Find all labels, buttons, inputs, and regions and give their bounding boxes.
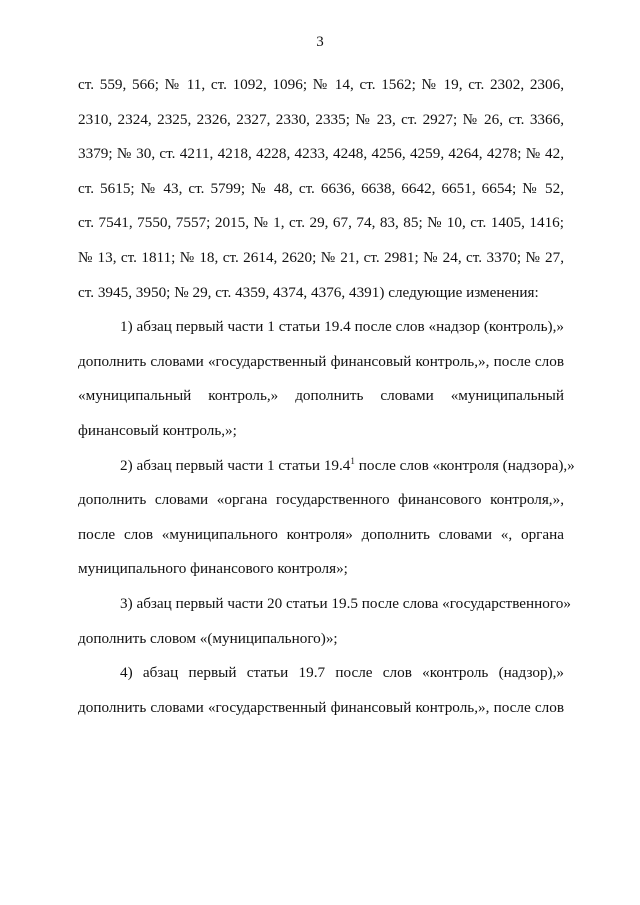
text-line: финансовый контроль,»; (78, 421, 237, 439)
amendment-item-4 (78, 656, 564, 725)
text-fragment: после слов «контроля (надзора),» (354, 456, 575, 474)
text-line: после слов «муниципального контроля» дополнить словами «, органа (78, 525, 564, 543)
text-line: дополнить словами «органа государственного финансового контроля,», (78, 491, 564, 509)
page-number: 3 (316, 34, 324, 50)
intro-paragraph (78, 68, 564, 310)
text-line: № 13, ст. 1811; № 18, ст. 2614, 2620; № 21, ст. 2981; № 24, ст. 3370; № 27, (78, 248, 564, 266)
amendment-item-2 (78, 449, 575, 587)
text-line: ст. 3945, 3950; № 29, ст. 4359, 4374, 4376, 4391) следующие изменения: (78, 283, 539, 301)
document-body (78, 68, 575, 725)
text-line: дополнить словами «государственный финансовый контроль,», после слов (78, 352, 564, 370)
article-superscript: 1 (350, 455, 355, 466)
text-line: 2310, 2324, 2325, 2326, 2327, 2330, 2335; № 23, ст. 2927; № 26, ст. 3366, (78, 110, 564, 128)
text-fragment: 2) абзац первый части 1 статьи 19.4 (120, 456, 351, 474)
text-line: 4) абзац первый статьи 19.7 после слов «контроль (надзор),» (120, 664, 564, 682)
text-line: ст. 7541, 7550, 7557; 2015, № 1, ст. 29, 67, 74, 83, 85; № 10, ст. 1405, 1416; (78, 214, 564, 232)
text-line: 1) абзац первый части 1 статьи 19.4 после слов «надзор (контроль),» (120, 318, 564, 336)
amendment-item-1 (78, 310, 564, 448)
text-line: 3379; № 30, ст. 4211, 4218, 4228, 4233, 4248, 4256, 4259, 4264, 4278; № 42, (78, 145, 564, 163)
text-line: дополнить словами «государственный финансовый контроль,», после слов (78, 698, 564, 716)
text-line: муниципального финансового контроля»; (78, 560, 348, 578)
text-line: 3) абзац первый части 20 статьи 19.5 после слова «государственного» (120, 594, 571, 612)
text-line: ст. 559, 566; № 11, ст. 1092, 1096; № 14, ст. 1562; № 19, ст. 2302, 2306, (78, 76, 564, 93)
text-line: «муниципальный контроль,» дополнить словами «муниципальный (78, 387, 564, 405)
amendment-item-3 (78, 587, 571, 656)
text-line: дополнить словом «(муниципального)»; (78, 629, 338, 647)
text-line (78, 449, 575, 484)
text-line: ст. 5615; № 43, ст. 5799; № 48, ст. 6636, 6638, 6642, 6651, 6654; № 52, (78, 179, 564, 197)
